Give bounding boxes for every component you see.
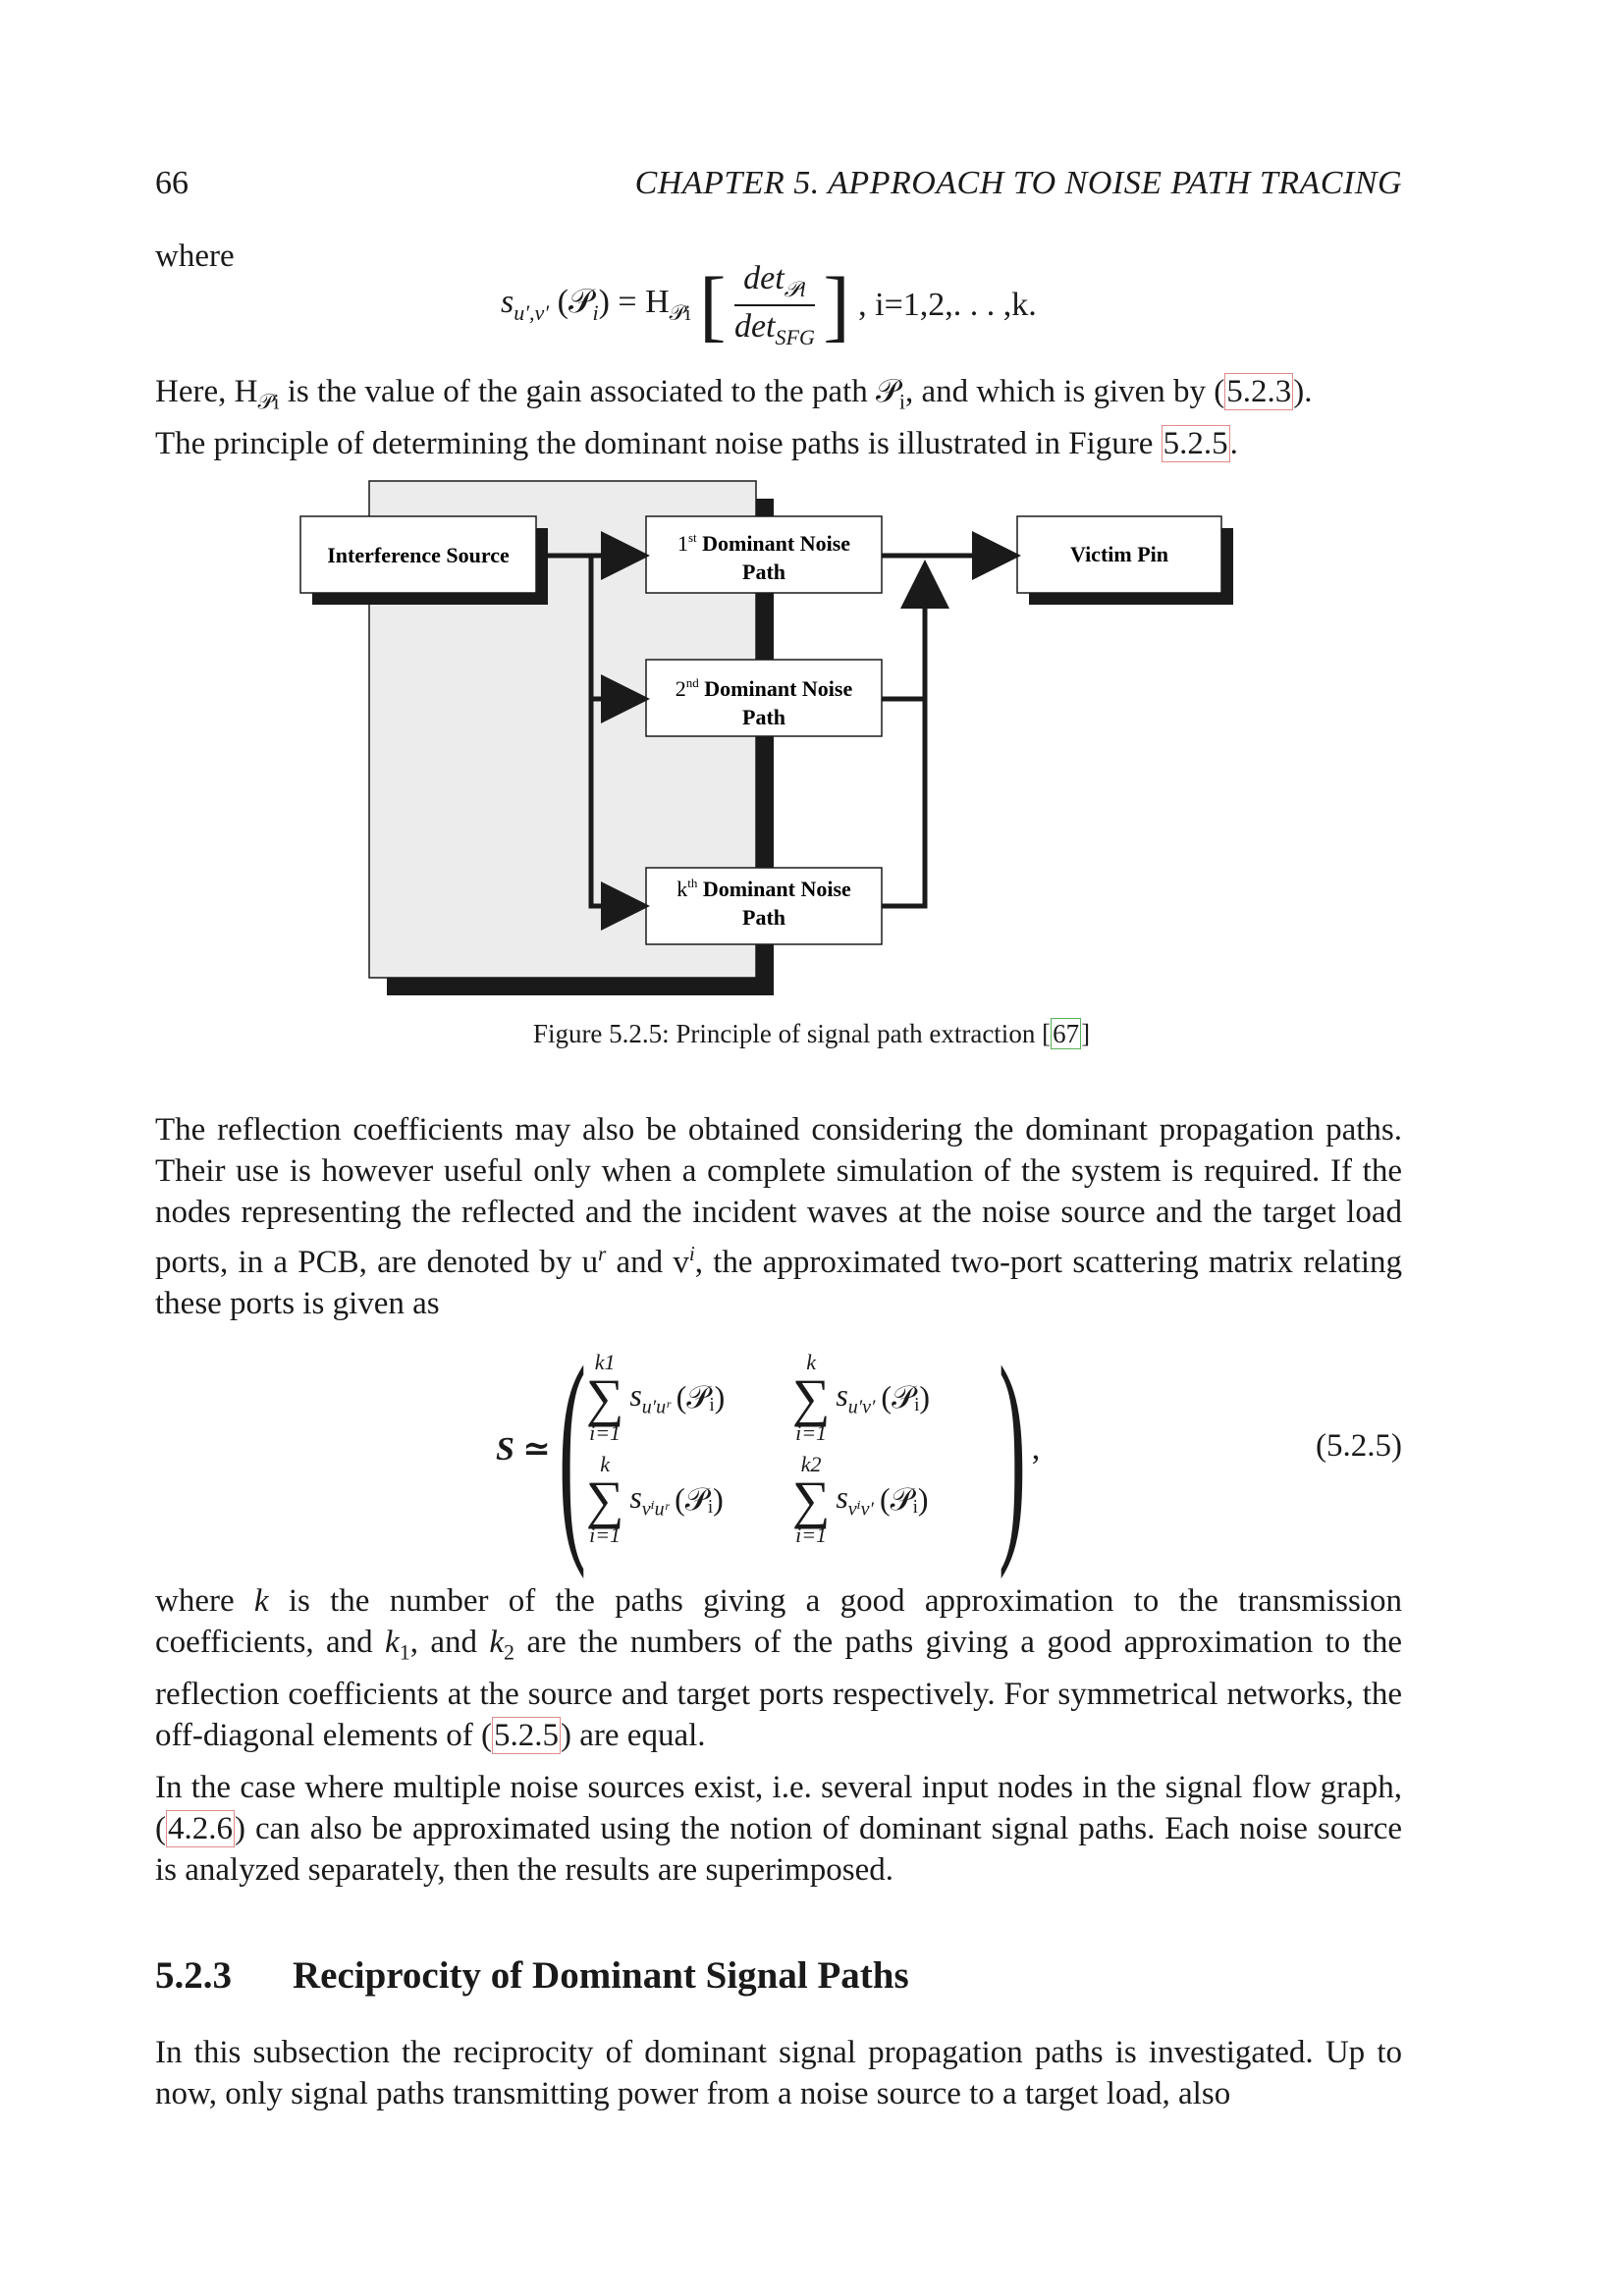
matrix-cell-12: k ∑ i=1 $s_{u'v'}$ (𝒫ᵢ) xyxy=(791,1350,931,1445)
section-heading xyxy=(155,1953,909,1998)
dominant-path-diagram xyxy=(285,471,1267,1001)
paragraph-reciprocity xyxy=(155,2032,1402,2114)
equation-ref-link-2[interactable]: 5.2.5 xyxy=(494,1717,560,1753)
paragraph-k-definitions: where k is the number of the paths giving a good approximation to the transmission coefficients, and $k_1$, and $k_2$ are the numbers of the paths giving a good approximation to the reflection coefficients at the source and target ports respectively. For symmetrical networks, the off-diagonal elements of (5.2.5) are equal. xyxy=(155,1583,1402,1753)
path-2-line2: Path xyxy=(742,705,785,729)
path-2-line1: 2nd Dominant Noise xyxy=(675,675,853,701)
path-k-line2: Path xyxy=(742,905,785,930)
ellipsis-dot-1 xyxy=(759,756,770,767)
page-number: 66 xyxy=(155,165,189,201)
equation-ref-link[interactable]: 5.2.3 xyxy=(1226,374,1292,409)
p1-sub-1: 𝒫i xyxy=(257,389,280,414)
paragraph-gain xyxy=(155,371,1402,464)
eq1-num: det xyxy=(743,260,784,296)
p2-sup-i: i xyxy=(688,1242,695,1265)
p2-text-2: and v xyxy=(606,1245,689,1280)
eq1-fraction xyxy=(734,260,815,350)
matrix-lhs: S ≃ xyxy=(496,1431,551,1468)
p1-text-5: The principle of determining the dominant noise paths is illustrated in Figure xyxy=(155,425,1162,461)
equation-scattering-path xyxy=(501,260,1037,350)
eq1-tail: , i=1,2,. . . ,k. xyxy=(858,286,1037,323)
matrix-cell-21: k ∑ i=1 $s_{v^iuʳ}$ (𝒫ᵢ) xyxy=(585,1452,724,1547)
p1-sub-2: i xyxy=(898,389,905,414)
p1-text-1: Here, H xyxy=(155,374,258,409)
paragraph-multiple-sources: In the case where multiple noise sources exist, i.e. several input nodes in the signal flow graph, (4.2.6) can also be approximated using the notion of dominant signal paths. Each noise source is analyzed separately, then the results are superimposed. xyxy=(155,1770,1402,1888)
equation-ref-link-3[interactable]: 4.2.6 xyxy=(168,1811,233,1846)
p5-text: In this subsection the reciprocity of dominant signal propagation paths is investigated. Up to now, only signal paths transmitting power from a noise source to a target load, also xyxy=(155,2035,1402,2111)
section-number: 5.2.3 xyxy=(155,1954,232,1997)
eq1-den-sub: SFG xyxy=(775,324,815,349)
p1-text-3: , and which is given by ( xyxy=(904,374,1225,409)
eq1-den: det xyxy=(733,307,776,345)
interference-source-label: Interference Source xyxy=(327,543,510,567)
matrix-grid xyxy=(586,1352,999,1546)
eq1-lhs: s xyxy=(501,284,514,321)
running-header: CHAPTER 5. APPROACH TO NOISE PATH TRACING xyxy=(634,165,1402,201)
eq1-h-sub: 𝒫i xyxy=(669,300,691,326)
section-title: Reciprocity of Dominant Signal Paths xyxy=(293,1954,909,1997)
path-1-line2: Path xyxy=(742,560,785,584)
matrix-cell-11: k1 ∑ i=1 $s_{u'uʳ}$ (𝒫ᵢ) xyxy=(585,1350,726,1445)
eq1-num-sub: 𝒫i xyxy=(784,276,806,301)
caption-close: ] xyxy=(1081,1019,1091,1048)
matrix-left-paren: ( xyxy=(558,1318,586,1579)
eq1-arg: (𝒫 xyxy=(557,284,593,321)
eq1-left-bracket: [ xyxy=(699,259,727,349)
p2-text-3: , the approximated two-port scattering matrix relating these ports is given as xyxy=(155,1245,1402,1321)
paragraph-reflection xyxy=(155,1109,1402,1324)
matrix-comma: , xyxy=(1031,1430,1041,1467)
p2-sup-r: r xyxy=(598,1242,607,1265)
figure-caption xyxy=(0,1019,1623,1049)
matrix-right-paren: ) xyxy=(998,1318,1026,1579)
where-text: where xyxy=(155,239,235,274)
equation-number: (5.2.5) xyxy=(1316,1428,1402,1464)
path-1-line1: 1st Dominant Noise xyxy=(676,530,851,556)
p2-text-1: The reflection coefficients may also be obtained considering the dominant propagation paths. Their use is however useful only when a complete simulation of the system is required. If the nodes representing the reflected and the incident waves at the noise source and the target load ports, in a PCB, are denoted by u xyxy=(155,1112,1402,1280)
citation-link[interactable]: 67 xyxy=(1053,1019,1080,1048)
caption-text: Figure 5.2.5: Principle of signal path extraction [ xyxy=(532,1019,1052,1048)
path-k-line1: $k^{th}$ Dominant Noise xyxy=(676,876,851,901)
eq1-arg-close: ) = H xyxy=(598,284,670,321)
p1-text-2: is the value of the gain associated to the path 𝒫 xyxy=(279,374,899,409)
victim-pin-label: Victim Pin xyxy=(1070,542,1168,566)
ellipsis-dot-3 xyxy=(759,824,770,834)
p1-text-6: . xyxy=(1229,425,1238,461)
matrix-cell-22: k2 ∑ i=1 $s_{v^iv'}$ (𝒫ᵢ) xyxy=(791,1452,929,1547)
figure-ref-link[interactable]: 5.2.5 xyxy=(1163,425,1228,461)
eq1-arg-sub: i xyxy=(592,300,599,326)
p1-text-4: ). xyxy=(1293,374,1313,409)
scattering-matrix-equation xyxy=(496,1318,1041,1579)
eq1-right-bracket: ] xyxy=(823,259,850,349)
eq1-lhs-sub: u′,v′ xyxy=(514,300,550,326)
ellipsis-dot-2 xyxy=(759,790,770,801)
output-arrows xyxy=(882,556,1011,906)
